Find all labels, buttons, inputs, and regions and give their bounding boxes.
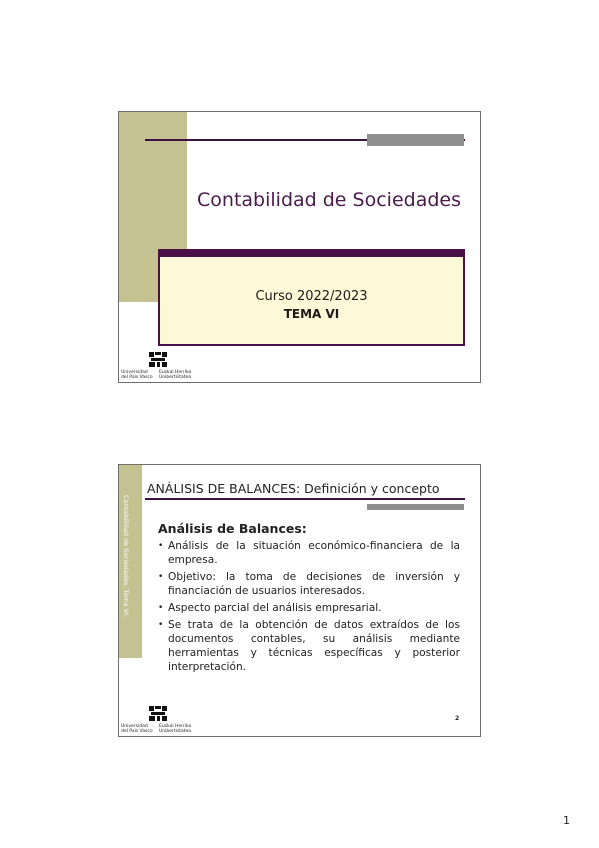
course-label: Curso 2022/2023 xyxy=(255,289,368,304)
course-box xyxy=(158,249,465,346)
slide-header: ANÁLISIS DE BALANCES: Definición y concepto xyxy=(147,481,440,496)
gray-accent-bar xyxy=(367,504,464,510)
bullet-item: • Objetivo: la toma de decisiones de inversión y financiación de usuarios interesados. xyxy=(157,570,460,598)
slide-number: 2 xyxy=(455,715,460,722)
side-caption: Contabilidad de Sociedades. Tema VI. xyxy=(122,495,130,618)
university-logo xyxy=(121,705,197,737)
accent-line xyxy=(145,498,465,500)
title-slide xyxy=(118,111,481,383)
logo-text-line: del País Vasco xyxy=(121,729,153,734)
topic-label: TEMA VI xyxy=(283,307,340,321)
bullet-list xyxy=(157,539,460,677)
bullet-item: • Análisis de la situación económico-financiera de la empresa. xyxy=(157,539,460,567)
logo-text-line: Unibertsitatea xyxy=(159,375,192,380)
university-logo xyxy=(121,351,197,383)
page-number: 1 xyxy=(563,814,570,827)
logo-text-line: del País Vasco xyxy=(121,375,153,380)
bullet-item: • Aspecto parcial del análisis empresarial. xyxy=(157,601,460,615)
logo-text-line: Unibertsitatea xyxy=(159,729,192,734)
logo-text-line: Universidad xyxy=(121,724,148,729)
logo-text-line: Universidad xyxy=(121,370,148,375)
logo-text-line: Euskal Herriko xyxy=(159,724,192,729)
university-emblem-icon xyxy=(147,351,169,368)
content-slide xyxy=(118,464,481,737)
gray-accent-bar xyxy=(367,134,464,146)
university-emblem-icon xyxy=(147,705,169,722)
logo-text-line: Euskal Herriko xyxy=(159,370,192,375)
slide-subtitle: Análisis de Balances: xyxy=(158,521,307,536)
slide-title: Contabilidad de Sociedades xyxy=(197,189,461,211)
bullet-item: • Se trata de la obtención de datos extraídos de los documentos contables, su análisis mediante herramientas y técnicas específicas y posterior interpretación. xyxy=(157,618,460,674)
